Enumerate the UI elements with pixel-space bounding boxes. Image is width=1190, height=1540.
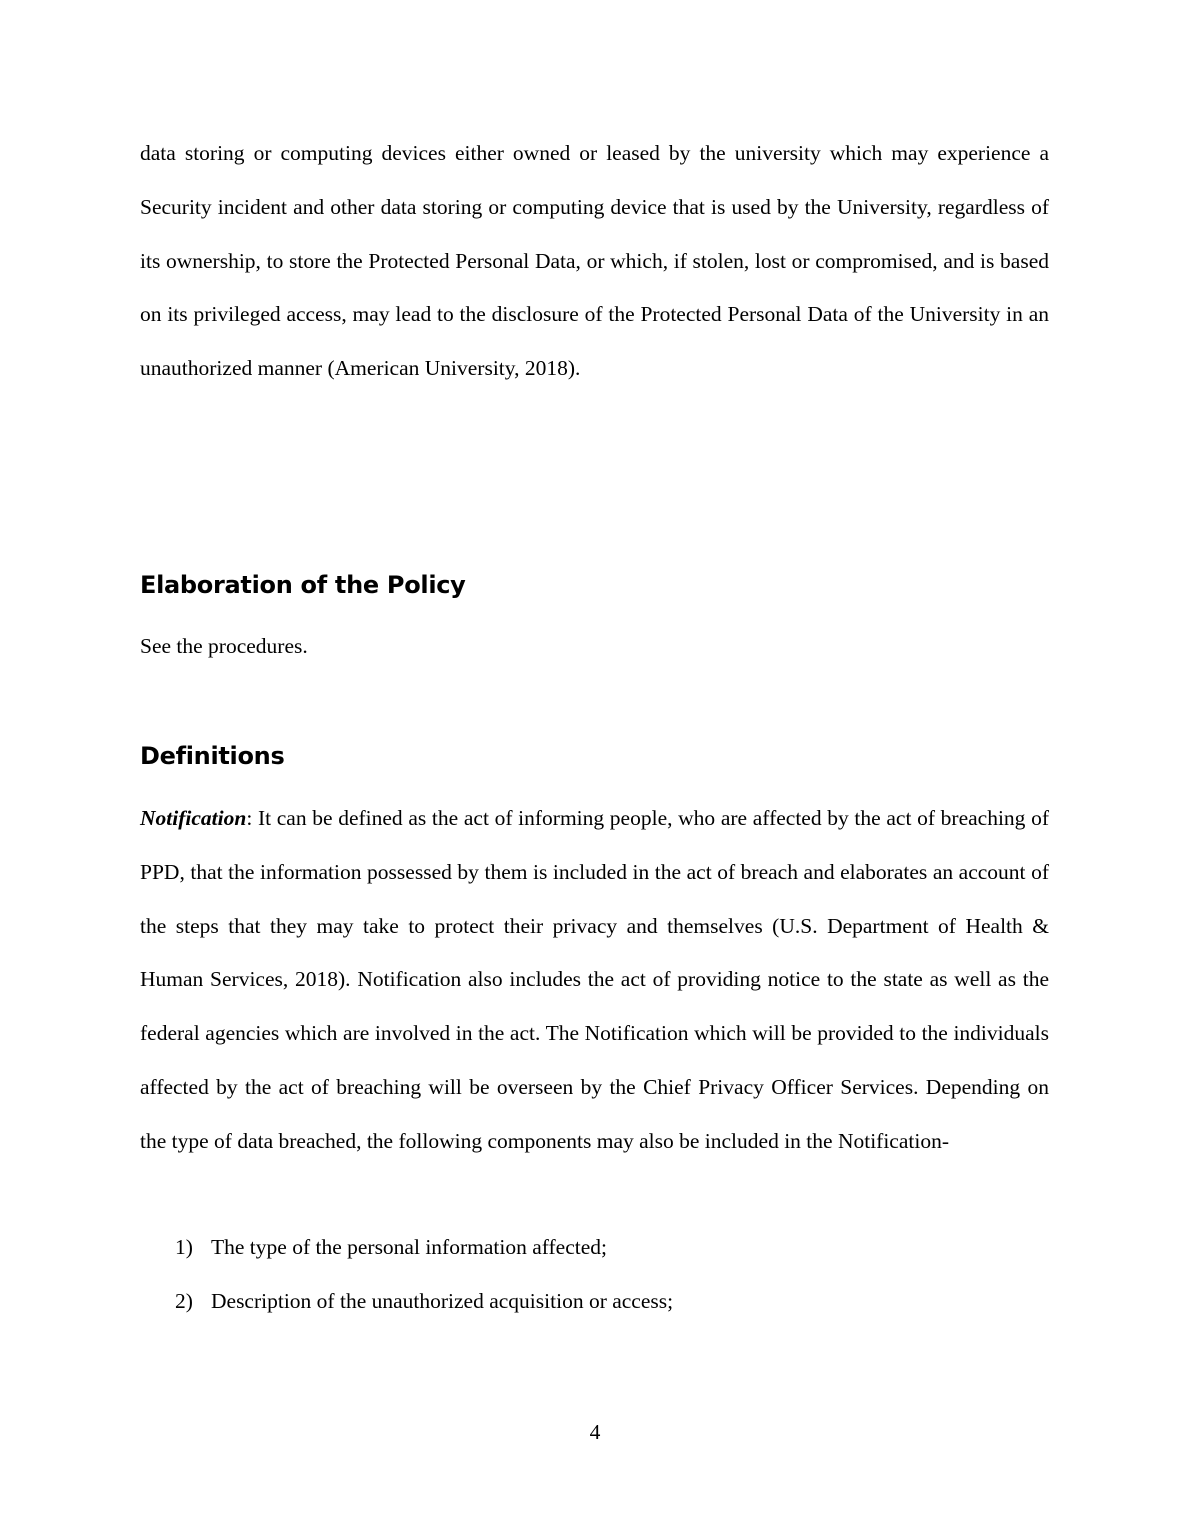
list-item [140, 1275, 1049, 1329]
notification-definition-paragraph [140, 792, 1049, 1169]
notification-components-list [140, 1221, 1049, 1329]
elaboration-paragraph: See the procedures. [140, 634, 308, 658]
list-item [140, 1221, 1049, 1275]
list-item-number: 2) [175, 1288, 193, 1313]
definition-term-notification: Notification [140, 806, 247, 830]
intro-paragraph: data storing or computing devices either owned or leased by the university which may experience a Security incident and other data storing or computing device that is used by the University, regardless of its ownership, to store the Protected Personal Data, or which, if stolen, lost or compromised, and is based on its privileged access, may lead to the disclosure of the Protected Personal Data of the University in an unauthorized manner (American University, 2018). [140, 141, 1049, 381]
definition-text-notification: : It can be defined as the act of informing people, who are affected by the act of breaching of PPD, that the information possessed by them is included in the act of breach and elaborates an account of the steps that they may take to protect their privacy and themselves (U.S. Department of Health & Human Services, 2018). Notification also includes the act of providing notice to the state as well as the federal agencies which are involved in the act. The Notification which will be provided to the individuals affected by the act of breaching will be overseen by the Chief Privacy Officer Services. Depending on the type of data breached, the following components may also be included in the Notification- [140, 806, 1049, 1153]
section-heading-elaboration: Elaboration of the Policy [140, 571, 466, 599]
list-item-number: 1) [175, 1235, 193, 1259]
page-number: 4 [589, 1420, 601, 1444]
list-item-text: Description of the unauthorized acquisition or access; [211, 1288, 674, 1313]
section-heading-definitions: Definitions [140, 742, 285, 770]
list-item-text: The type of the personal information affected; [211, 1235, 608, 1259]
